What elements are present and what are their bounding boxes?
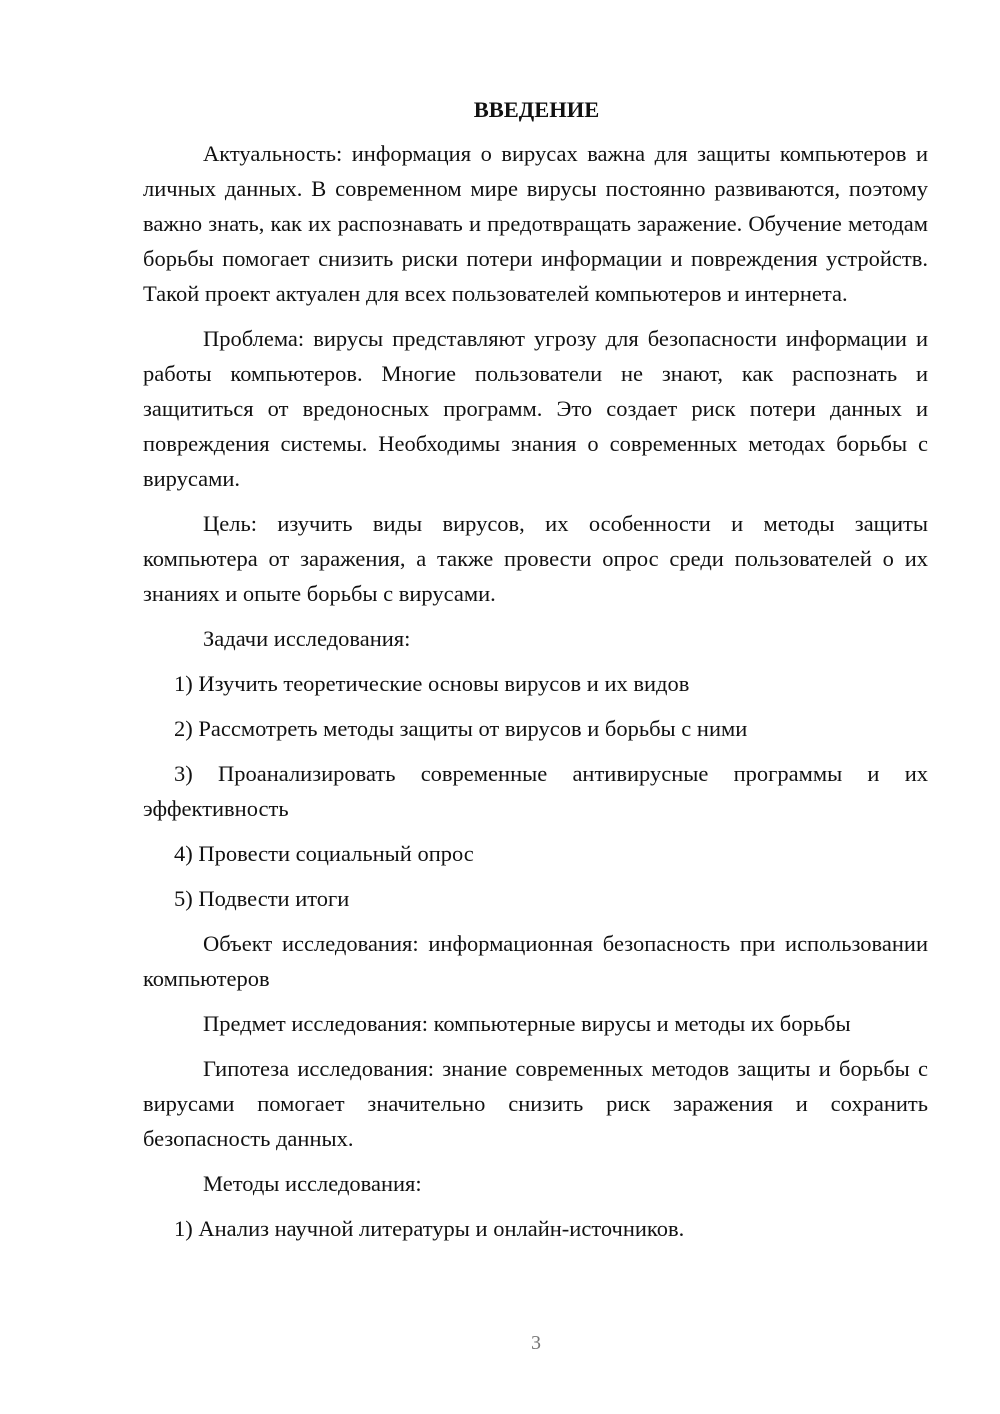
object-paragraph: Объект исследования: информационная безопасность при использовании компьютеров <box>143 931 928 991</box>
goal-paragraph: Цель: изучить виды вирусов, их особенности и методы защиты компьютера от заражения, а также провести опрос среди пользователей о их знаниях и опыте борьбы с вирусами. <box>143 511 928 606</box>
page-title: ВВЕДЕНИЕ <box>473 97 600 122</box>
task-item-5: 5) Подвести итоги <box>174 886 350 911</box>
problem-paragraph: Проблема: вирусы представляют угрозу для безопасности информации и работы компьютеров. Многие пользователи не знают, как распознать и защититься от вредоносных программ. Это создает риск потери данных и повреждения системы. Необходимы знания о современных методах борьбы с вирусами. <box>143 326 928 491</box>
document-page <box>143 92 928 1256</box>
hypothesis-paragraph: Гипотеза исследования: знание современных методов защиты и борьбы с вирусами помогает значительно снизить риск заражения и сохранить безопасность данных. <box>143 1056 928 1151</box>
subject-paragraph: Предмет исследования: компьютерные вирусы и методы их борьбы <box>203 1011 851 1036</box>
task-item-4: 4) Провести социальный опрос <box>174 841 474 866</box>
methods-heading: Методы исследования: <box>203 1171 422 1196</box>
task-item-3: 3) Проанализировать современные антивирусные программы и их эффективность <box>143 761 928 821</box>
page-number: 3 <box>531 1332 541 1354</box>
method-item-1: 1) Анализ научной литературы и онлайн-источников. <box>174 1216 685 1241</box>
task-item-2: 2) Рассмотреть методы защиты от вирусов и борьбы с ними <box>174 716 748 741</box>
tasks-heading: Задачи исследования: <box>203 626 411 651</box>
relevance-paragraph: Актуальность: информация о вирусах важна для защиты компьютеров и личных данных. В современном мире вирусы постоянно развиваются, поэтому важно знать, как их распознавать и предотвращать заражение. Обучение методам борьбы помогает снизить риски потери информации и повреждения устройств. Такой проект актуален для всех пользователей компьютеров и интернета. <box>143 141 928 306</box>
task-item-1: 1) Изучить теоретические основы вирусов и их видов <box>174 671 690 696</box>
